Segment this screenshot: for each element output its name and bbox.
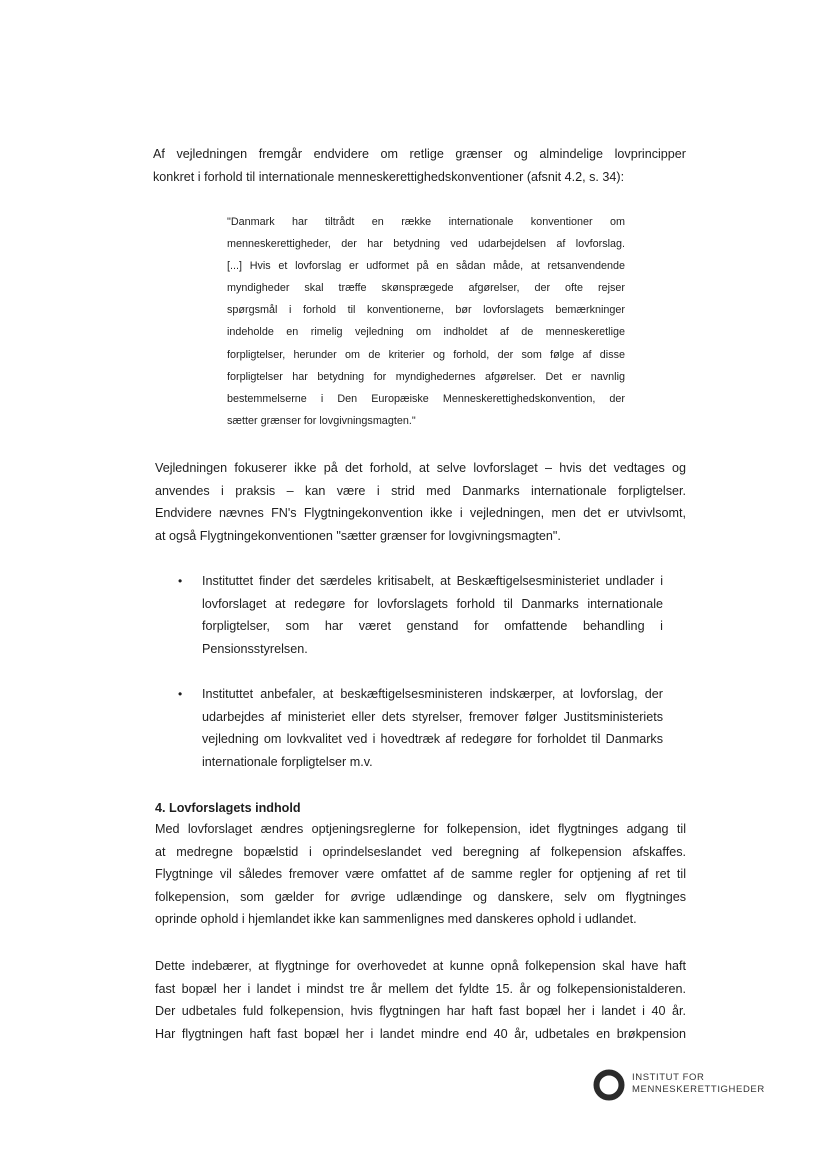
content-paragraph [155,818,686,931]
focus-line: Vejledningen fokuserer ikke på det forhold, at selve lovforslaget – hvis det vedtages og [155,461,686,475]
quote-line: forpligtelser, herunder om de kriterier og forhold, der som følge af disse [227,348,625,361]
block-quote [227,211,625,432]
intro-line: Af vejledningen fremgår endvidere om retlige grænser og almindelige lovprincipper [153,147,686,161]
institute-logo [592,1068,782,1108]
focus-line: Endvidere nævnes FN's Flygtningekonvention ikke i vejledningen, men det er utvivlsomt, [155,506,686,521]
logo-line: INSTITUT FOR [632,1072,705,1083]
content-line: Med lovforslaget ændres optjeningsreglerne for folkepension, idet flygtninges adgang til [155,822,686,836]
section-heading: 4. Lovforslagets indhold [155,801,301,815]
bullet-line: lovforslaget at redegøre for lovforslagets forhold til Danmarks internationale [202,596,663,611]
content-line: folkepension, som gælder for øvrige udlændinge og danskere, selv om flygtninges [155,889,686,904]
intro-line: konkret i forhold til internationale menneskerettighedskonventioner (afsnit 4.2, s. 34): [153,169,625,184]
focus-line: anvendes i praksis – kan være i strid med Danmarks internationale forpligtelser. [155,483,686,498]
ring-logo-icon [592,1068,626,1102]
bullet-line: udarbejdes af ministeriet eller dets styrelser, fremover følger Justitsministeriets [202,709,663,724]
bullet-text [202,570,663,660]
bullet-line: Pensionsstyrelsen. [202,641,308,656]
quote-line: indeholde en rimelig vejledning om indholdet af de menneskeretlige [227,326,625,339]
meaning-line: Der udbetales fuld folkepension, hvis flygtningen har haft fast bopæl her i landet i 40 år. [155,1004,686,1019]
quote-line: [...] Hvis et lovforslag er udformet på en sådan måde, at retsanvendende [227,260,625,273]
quote-line: myndigheder skal træffe skønsprægede afgørelser, der ofte rejser [227,282,625,295]
content-line: Flygtninge vil således fremover være omfattet af de samme regler for optjening af ret til [155,867,686,882]
intro-paragraph [153,143,686,188]
quote-line: spørgsmål i forhold til konventionerne, bør lovforslagets bemærkninger [227,304,625,317]
bullet-line: internationale forpligtelser m.v. [202,754,373,769]
focus-line: at også Flygtningekonventionen "sætter grænser for lovgivningsmagten". [155,528,561,543]
bullet-line: Instituttet finder det særdeles kritisabelt, at Beskæftigelsesministeriet undlader i [202,574,663,588]
bullet-text [202,683,663,773]
quote-line: sætter grænser for lovgivningsmagten." [227,414,416,427]
quote-line: "Danmark har tiltrådt en række internationale konventioner om [227,216,625,228]
meaning-line: Har flygtningen haft fast bopæl her i landet mindre end 40 år, udbetales en brøkpension [155,1026,686,1041]
bullet-line: forpligtelser, som har været genstand for omfattende behandling i [202,619,663,634]
bullet-line: vejledning om lovkvalitet ved i hovedtræk af redegøre for forholdet til Danmarks [202,732,663,747]
meaning-paragraph [155,955,686,1045]
focus-paragraph [155,457,686,547]
bullet-line: Instituttet anbefaler, at beskæftigelsesministeren indskærper, at lovforslag, der [202,687,663,701]
logo-text [632,1072,765,1096]
quote-line: forpligtelser har betydning for myndighedernes afgørelser. Det er navnlig [227,370,625,383]
content-line: at medregne bopælstid i oprindelseslandet ved beregning af folkepension afskaffes. [155,844,686,859]
bullet-dot-icon: • [178,574,183,588]
quote-line: bestemmelserne i Den Europæiske Menneskerettighedskonvention, der [227,392,625,405]
meaning-line: fast bopæl her i landet i mindst tre år mellem det fyldte 15. år og folkepensionistalderen. [155,981,686,996]
quote-line: menneskerettigheder, der har betydning ved udarbejdelsen af lovforslag. [227,238,625,251]
logo-line: MENNESKERETTIGHEDER [632,1084,765,1095]
bullet-dot-icon: • [178,687,183,701]
meaning-line: Dette indebærer, at flygtninge for overhovedet at kunne opnå folkepension skal have haft [155,959,686,973]
content-line: oprinde ophold i hjemlandet ikke kan sammenlignes med danskeres ophold i udlandet. [155,912,637,927]
